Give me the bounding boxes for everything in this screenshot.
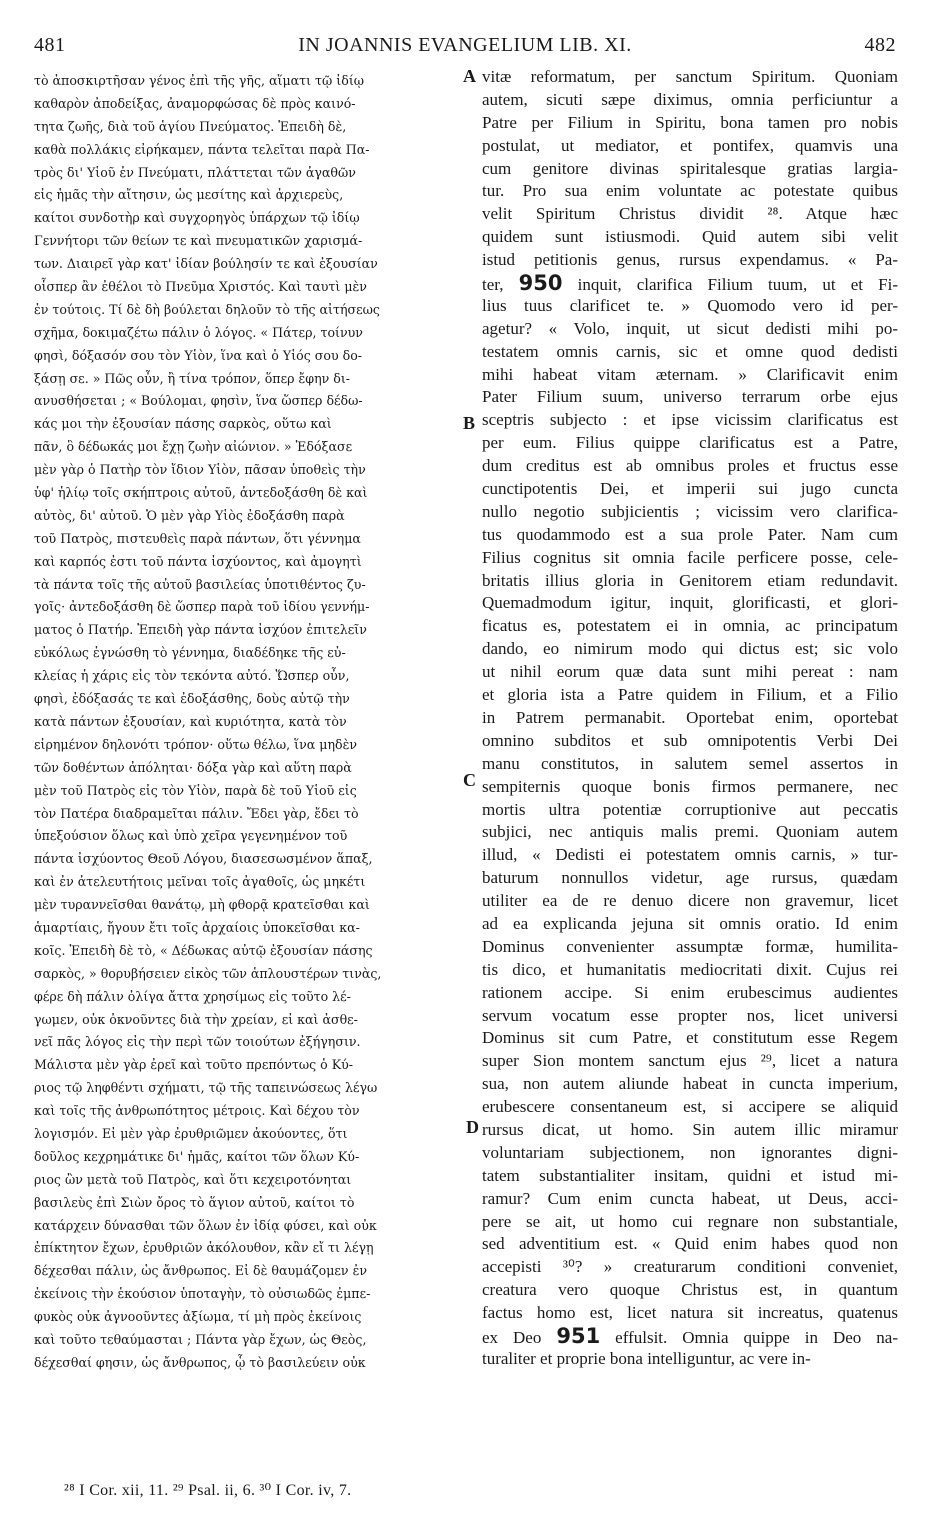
- latin-line-text: ex Deo: [482, 1327, 557, 1347]
- latin-line: [482, 1256, 898, 1279]
- margin-marker-d: D: [466, 1117, 479, 1137]
- greek-line: πᾶν, ὃ δέδωκάς μοι ἔχῃ ζωὴν αἰώνιον. » Ἐδόξασε: [34, 439, 353, 455]
- greek-line: λογισμόν. Εἰ μὲν γὰρ ἐρυθριῶμεν ἀκούοντες, ὅτι: [34, 1125, 348, 1141]
- greek-line: καὶ τοῦτο τεθαύμασται ; Πάντα γὰρ ἔχων, ὡς Θεὸς,: [34, 1331, 367, 1347]
- greek-line: ὑπεξούσιον ὅλως καὶ ὑπὸ χεῖρα γεγενημένον τοῦ: [34, 828, 348, 844]
- greek-line: ριος τῷ ληφθέντι σχήματι, τῷ τῆς ταπεινώσεως λέγω: [34, 1080, 378, 1096]
- greek-line: τὸν Πατέρα διαδραμεῖται πάλιν. Ἔδει γὰρ, ἔδει τὸ: [34, 805, 359, 821]
- latin-line: [482, 684, 898, 707]
- greek-line: ὑφ' ἡλίῳ τοῖς σκήπτροις αὐτοῦ, ἀντεδοξάσθη δὲ καὶ: [34, 485, 368, 501]
- greek-line: ματος ὁ Πατήρ. Ἐπειδὴ γὰρ πάντα ἰσχύον ἐπιτελεῖν: [34, 622, 367, 638]
- greek-line: φέρε δὴ πάλιν ὀλίγα ἄττα χρησίμως εἰς τοῦτο λέ-: [34, 988, 351, 1004]
- latin-line: [482, 89, 898, 112]
- greek-line: καθὰ πολλάκις εἰρήκαμεν, πάντα τελεῖται παρὰ Πα-: [34, 141, 370, 157]
- latin-line: [482, 890, 898, 913]
- greek-line: κατάρχειν δύνασθαι τῶν ὅλων ἐν ἰδίᾳ φύσει, καὶ οὐκ: [34, 1217, 377, 1233]
- latin-line-text: Filius cognitus sit omnia facile perficere posse, cele-: [482, 547, 898, 567]
- latin-line: [482, 799, 898, 822]
- greek-line: τητα ζωῆς, διὰ τοῦ ἁγίου Πνεύματος. Ἐπειδὴ δὲ,: [34, 118, 347, 134]
- greek-line: μὲν τυραννεῖσθαι θανάτῳ, μὴ φθορᾷ κρατεῖσθαι καὶ: [34, 897, 370, 913]
- latin-line: [482, 386, 898, 409]
- latin-line-text: illud, « Dedisti ei potestatem omnis carnis, » tur-: [482, 845, 898, 865]
- latin-line: [482, 1073, 898, 1096]
- greek-line: κλείας ἡ χάρις εἰς τὸν τεκόντα αὐτό. Ὥσπερ οὖν,: [34, 668, 350, 684]
- latin-line: [482, 455, 898, 478]
- greek-line: ανυσθήσεται ; « Βούλομαι, φησὶν, ἵνα ὥσπερ δέδω-: [34, 393, 363, 409]
- latin-line-text: effulsit. Omnia quippe in Deo na-: [600, 1327, 898, 1347]
- greek-line: δέχεσθαι πάλιν, ὡς ἄνθρωπος. Εἰ δὲ θαυμάζομεν ἐν: [34, 1263, 368, 1279]
- greek-line: ξάσῃ σε. » Πῶς οὖν, ἢ τίνα τρόπον, ὅπερ ἔφην δι-: [34, 370, 351, 386]
- greek-line: ἁμαρτίαις, ἤγουν ἔτι τοῖς ἀρχαίοις ὑποκεῖσθαι κα-: [34, 919, 360, 935]
- latin-line-text: tatem substantialiter insitam, quidni et istud mi-: [482, 1165, 898, 1185]
- greek-line: Μάλιστα μὲν γὰρ ἐρεῖ καὶ τοῦτο πρεπόντως ὁ Κύ-: [34, 1057, 354, 1073]
- latin-line-text: sceptris subjecto : et ipse vicissim clarificatus est: [482, 410, 898, 430]
- latin-line: [482, 1233, 898, 1256]
- latin-line-text: autem, sicuti sæpe diximus, omnia perficiuntur a: [482, 89, 898, 109]
- latin-line: [482, 592, 898, 615]
- latin-line: [482, 1050, 898, 1073]
- latin-line-text: vitæ reformatum, per sanctum Spiritum. Quoniam: [482, 67, 898, 86]
- latin-line: [482, 753, 898, 776]
- latin-line-text: ter,: [482, 275, 519, 295]
- latin-line: [482, 180, 898, 203]
- latin-line-text: mortis ultra potentiæ corruptionive aut peccatis: [482, 799, 898, 819]
- greek-line: τὰ πάντα τοῖς τῆς αὐτοῦ βασιλείας ὑποτιθέντος ζυ-: [34, 576, 366, 592]
- greek-line: νεῖ πᾶς λόγος εἰς τὴν περὶ τῶν τοιούτων ἐξήγησιν.: [34, 1034, 361, 1050]
- latin-line: [482, 547, 898, 570]
- latin-line: [482, 478, 898, 501]
- latin-line-text: sed adventitium est. « Quid enim habes quod non: [482, 1234, 898, 1254]
- latin-line-text: istud petitionis genus, rursus expendamus. « Pa-: [482, 250, 898, 270]
- latin-line-text: ut nihil eorum quæ data sunt mihi pereat : nam: [482, 662, 898, 682]
- greek-line: καὶ τοῖς τῆς ἀνθρωπότητος μέτροις. Καὶ δέχου τὸν: [34, 1103, 360, 1119]
- page-number-left: 481: [34, 34, 66, 56]
- latin-line-text: quidem sunt istiusmodi. Quid autem sibi velit: [482, 227, 898, 247]
- greek-line: τῶν δοθέντων ἀπόληται· δόξα γὰρ καὶ αὕτη παρὰ: [34, 759, 352, 775]
- latin-line: [482, 158, 898, 181]
- latin-line-text: omnino subditos et sub omnipotentis Verbi Dei: [482, 730, 898, 750]
- greek-line: εἰς ἡμᾶς τὴν αἴτησιν, ὡς μεσίτης καὶ ἀρχιερεὺς,: [34, 187, 344, 203]
- latin-line: [482, 1005, 898, 1028]
- latin-line: [482, 226, 898, 249]
- greek-line: κάς μοι τὴν ἐξουσίαν πάσης σαρκὸς, οὕτω καὶ: [34, 416, 332, 432]
- latin-line-text: sua, non autem aliunde habeat in cuncta imperium,: [482, 1074, 898, 1094]
- latin-line-text: testatem omnis carnis, sic et omne quod dedisti: [482, 341, 898, 361]
- greek-line: αὐτὸς, δι' αὐτοῦ. Ὁ μὲν γὰρ Υἱὸς ἐδοξάσθη παρὰ: [34, 507, 345, 523]
- margin-marker-a: A: [463, 66, 476, 86]
- latin-line-text: dum creditus est ab omnibus proles et fructus esse: [482, 456, 898, 476]
- latin-line-text: cum genitore divinas spiritalesque gratias largia-: [482, 158, 898, 178]
- greek-line: εὐκόλως ἐγνώσθη τὸ γέννημα, διαδέδηκε τῆς εὐ-: [34, 645, 346, 661]
- latin-line-text: turaliter et proprie bona intelliguntur, ac vere in-: [482, 1348, 811, 1368]
- greek-line: εἰρημένον δηλονότι τρόπον· οὕτω θέλω, ἵνα μηδὲν: [34, 736, 357, 752]
- margin-marker-c: C: [463, 770, 476, 790]
- latin-line: [482, 341, 898, 364]
- latin-line: [482, 959, 898, 982]
- column-number: 951: [556, 1324, 601, 1348]
- latin-line: [482, 570, 898, 593]
- latin-line: [482, 66, 898, 89]
- greek-line: τοῦ Πατρὸς, πιστευθεὶς παρὰ πάντων, ὅτι γέννημα: [34, 530, 361, 546]
- greek-line: κοῖς. Ἐπειδὴ δὲ τὸ, « Δέδωκας αὐτῷ ἐξουσίαν πάσης: [34, 942, 373, 958]
- column-number: 950: [518, 272, 563, 295]
- latin-line-text: voluntariam subjectionem, non ignorantes digni-: [482, 1142, 898, 1162]
- latin-line-text: utiliter ea de re denuo dicere non gravemur, licet: [482, 891, 898, 911]
- latin-line: [482, 821, 898, 844]
- greek-line: δέχεσθαί φησιν, ὡς ἄνθρωπος, ᾧ τὸ βασιλεύειν οὐκ: [34, 1354, 366, 1370]
- latin-line: [482, 867, 898, 890]
- latin-line-text: tus quodammodo est a sua prole Pater. Nam cum: [482, 524, 898, 544]
- latin-line-text: tis dico, et humanitatis mediocritati dixit. Cujus rei: [482, 959, 898, 979]
- greek-line: πάντα ἰσχύοντος Θεοῦ Λόγου, διασεσωσμένον ἅπαξ,: [34, 851, 373, 867]
- latin-line-text: ramur? Cum enim cuncta habeat, ut Deus, acci-: [482, 1188, 898, 1208]
- latin-line-text: in Patrem permanabit. Oportebat enim, oportebat: [482, 707, 898, 727]
- latin-text-column: [482, 66, 898, 1371]
- latin-line-text: mihi habeat vitam æternam. » Clarificavit enim: [482, 364, 898, 384]
- latin-line: [482, 318, 898, 341]
- latin-line: [482, 1302, 898, 1325]
- latin-line-text: nullo negotio subjicientis ; vicissim vero clarifica-: [482, 501, 898, 521]
- latin-line: [482, 913, 898, 936]
- latin-line: [482, 982, 898, 1005]
- footnote: ²⁸ I Cor. xii, 11. ²⁹ Psal. ii, 6. ³⁰ I Cor. iv, 7.: [64, 1482, 352, 1499]
- greek-line: των. Διαιρεῖ γὰρ κατ' ἰδίαν βούλησίν τε καὶ ἐξουσίαν: [34, 256, 378, 272]
- greek-line: καίτοι συνδοτὴρ καὶ συγχορηγὸς ὑπάρχων τῷ ἰδίῳ: [34, 210, 360, 226]
- latin-line-text: lius tuus clarificet te. » Quomodo vero id per-: [482, 295, 898, 315]
- greek-line: φησὶ, δόξασόν σου τὸν Υἱὸν, ἵνα καὶ ὁ Υἱός σου δο-: [34, 347, 363, 363]
- latin-line: [482, 501, 898, 524]
- latin-line-text: subjici, nec antiquis malis premi. Quoniam autem: [482, 822, 898, 842]
- latin-line: [482, 615, 898, 638]
- greek-text-column: [34, 70, 462, 1375]
- latin-line: [482, 776, 898, 799]
- latin-line-text: accepisti ³⁰? » creaturarum conditioni conveniet,: [482, 1257, 898, 1277]
- latin-line: [482, 1027, 898, 1050]
- latin-line: [482, 661, 898, 684]
- latin-line: [482, 1279, 898, 1302]
- latin-line: [482, 1096, 898, 1119]
- greek-line: καὶ καρπός ἐστι τοῦ πάντα ἰσχύοντος, καὶ ἀμογητὶ: [34, 553, 362, 569]
- latin-line: [482, 707, 898, 730]
- greek-line: οἷσπερ ἂν ἐθέλοι τὸ Πνεῦμα Χριστός. Καὶ ταυτὶ μὲν: [34, 279, 367, 295]
- latin-line-text: Pater Filium suum, universo terrarum orbe ejus: [482, 387, 898, 407]
- latin-line-text: britatis illius gloria in Genitorem etiam redundavit.: [482, 570, 898, 590]
- greek-line: φησὶ, ἐδόξασάς τε καὶ ἐδοξάσθης, δοὺς αὐτῷ τὴν: [34, 691, 350, 707]
- greek-line: γοῖς· ἀντεδοξάσθη δὲ ὥσπερ παρὰ τοῦ ἰδίου γεννήμ-: [34, 599, 370, 615]
- latin-line: [482, 295, 898, 318]
- latin-line-text: velit Spiritum Christus dividit ²⁸. Atque hæc: [482, 204, 898, 224]
- greek-line: τρὸς δι' Υἱοῦ ἐν Πνεύματι, πλάττεται τῶν ἀγαθῶν: [34, 164, 356, 180]
- latin-line: [482, 1348, 898, 1371]
- latin-line: [482, 112, 898, 135]
- latin-line: [482, 409, 898, 432]
- greek-line: καθαρὸν ἀποδείξας, ἀναμορφώσας δὲ πρὸς καινό-: [34, 95, 356, 111]
- latin-line-text: Dominus convenienter assumptæ formæ, humilita-: [482, 936, 898, 956]
- greek-line: γωμεν, οὐκ ὀκνοῦντες διὰ τὴν χρείαν, εἰ καὶ ἀσθε-: [34, 1011, 358, 1027]
- latin-line: [482, 1165, 898, 1188]
- latin-line-text: super Sion montem sanctum ejus ²⁹, licet a natura: [482, 1051, 898, 1071]
- latin-line-text: tur. Pro sua enim voluntate ac potestate quibus: [482, 181, 898, 201]
- latin-line: [482, 638, 898, 661]
- latin-line-text: rursus dicat, ut homo. Sin autem illic miramur: [482, 1119, 898, 1139]
- latin-line-text: creatura vero quoque Christus est, in quantum: [482, 1280, 898, 1300]
- latin-line-text: sempiternis quoque bonis firmos permanere, nec: [482, 776, 898, 796]
- greek-line: σαρκὸς, » θορυβήσειεν εἰκὸς τῶν ἁπλουστέρων τινὰς,: [34, 965, 382, 981]
- latin-line: [482, 524, 898, 547]
- latin-line-text: pere se ait, ut homo cui regnare non substantiale,: [482, 1211, 898, 1231]
- latin-line: [482, 844, 898, 867]
- latin-line-text: manu constitutos, in salutem semel assertos in: [482, 753, 898, 773]
- greek-line: δοῦλος κεχρημάτικε δι' ἡμᾶς, καίτοι τῶν ὅλων Κύ-: [34, 1148, 360, 1164]
- latin-line-text: ficatus es, potestatem ei in omnia, ac principatum: [482, 616, 898, 636]
- latin-line: [482, 135, 898, 158]
- greek-line: καὶ ἐν ἀτελευτήτοις μεῖναι τοῖς ἀγαθοῖς, ὡς μηκέτι: [34, 874, 366, 890]
- greek-line: ἐπίκτητον ἔχων, ἐρυθριῶν ἀκόλουθον, κἂν εἴ τι λέγῃ: [34, 1240, 374, 1256]
- greek-line: μὲν γὰρ ὁ Πατὴρ τὸν ἴδιον Υἱὸν, πᾶσαν ὑποθεὶς τὴν: [34, 462, 366, 478]
- latin-line: [482, 1119, 898, 1142]
- latin-line-text: servum vocatum esse propter nos, licet universi: [482, 1005, 898, 1025]
- latin-line: [482, 1325, 898, 1348]
- latin-line: [482, 432, 898, 455]
- latin-line-text: dando, eo nimirum modo qui dictus est; sic volo: [482, 639, 898, 659]
- greek-line: σχῆμα, δοκιμαζέτω πάλιν ὁ λόγος. « Πάτερ, τοίνυν: [34, 324, 363, 340]
- greek-line: βασιλεὺς ἐπὶ Σιὼν ὄρος τὸ ἅγιον αὐτοῦ, καίτοι τὸ: [34, 1194, 355, 1210]
- latin-line-text: baturum nonnullos videtur, age rursus, quædam: [482, 868, 898, 888]
- latin-line: [482, 1142, 898, 1165]
- latin-line-text: agetur? « Volo, inquit, ut sicut dedisti mihi po-: [482, 318, 898, 338]
- latin-line: [482, 249, 898, 272]
- latin-line-text: Patre per Filium in Spiritu, bona tamen pro nobis: [482, 112, 898, 132]
- running-header: [34, 34, 896, 60]
- margin-marker-b: B: [463, 413, 476, 433]
- page-number-right: 482: [864, 34, 896, 56]
- latin-line: [482, 936, 898, 959]
- greek-line: μὲν τοῦ Πατρὸς εἰς τὸν Υἱὸν, παρὰ δὲ τοῦ Υἱοῦ εἰς: [34, 782, 357, 798]
- latin-line: [482, 203, 898, 226]
- latin-line-text: et gloria ista a Patre quidem in Filium, et a Filio: [482, 685, 898, 705]
- latin-line-text: cunctipotentis Dei, et imperii sui jugo cuncta: [482, 479, 898, 499]
- latin-line: [482, 730, 898, 753]
- latin-line-text: factus homo est, licet natura sit increatus, quatenus: [482, 1303, 898, 1323]
- greek-line: Γεννήτορι τῶν θείων τε καὶ πνευματικῶν χαρισμά-: [34, 233, 363, 249]
- greek-line: ἐν τούτοις. Τί δὲ δὴ βούλεται δηλοῦν τὸ τῆς αἰτήσεως: [34, 301, 380, 317]
- latin-line-text: rationem accipe. Si enim erubescimus audientes: [482, 982, 898, 1002]
- latin-line-text: Quemadmodum igitur, inquit, glorificasti, et glori-: [482, 593, 898, 613]
- latin-line: [482, 1188, 898, 1211]
- latin-line-text: Dominus sit cum Patre, et constitutum esse Regem: [482, 1028, 898, 1048]
- latin-line-text: erubescere consentaneum est, si accipere se aliquid: [482, 1097, 898, 1117]
- latin-line-text: inquit, clarifica Filium tuum, ut et Fi-: [562, 275, 898, 295]
- greek-line: τὸ ἀποσκιρτῆσαν γένος ἐπὶ τῆς γῆς, αἵματι τῷ ἰδίῳ: [34, 73, 365, 88]
- latin-line-text: postulat, ut mediator, et pontifex, quamvis una: [482, 135, 898, 155]
- greek-line: ἐκείνοις τὴν ἑκούσιον ὑποταγὴν, τὸ οὐσιωδῶς ἐμπε-: [34, 1286, 371, 1302]
- greek-line: κατὰ πάντων ἐξουσίαν, καὶ κυριότητα, κατὰ τὸν: [34, 713, 347, 729]
- running-title: IN JOANNIS EVANGELIUM LIB. XI.: [298, 34, 632, 56]
- latin-line-text: ad ea explicanda jejuna sit omnis oratio. Id enim: [482, 913, 898, 933]
- latin-line-text: per eum. Filius quippe clarificatus est a Patre,: [482, 433, 898, 453]
- latin-line: [482, 272, 898, 295]
- latin-line: [482, 1211, 898, 1234]
- latin-line: [482, 364, 898, 387]
- greek-line: φυκὸς οὐκ ἀγνοοῦντες ἀξίωμα, τί μὴ πρὸς ἐκείνοις: [34, 1309, 362, 1325]
- greek-line: ριος ὢν μετὰ τοῦ Πατρὸς, καὶ ὅτι κεχειροτόνηται: [34, 1171, 352, 1187]
